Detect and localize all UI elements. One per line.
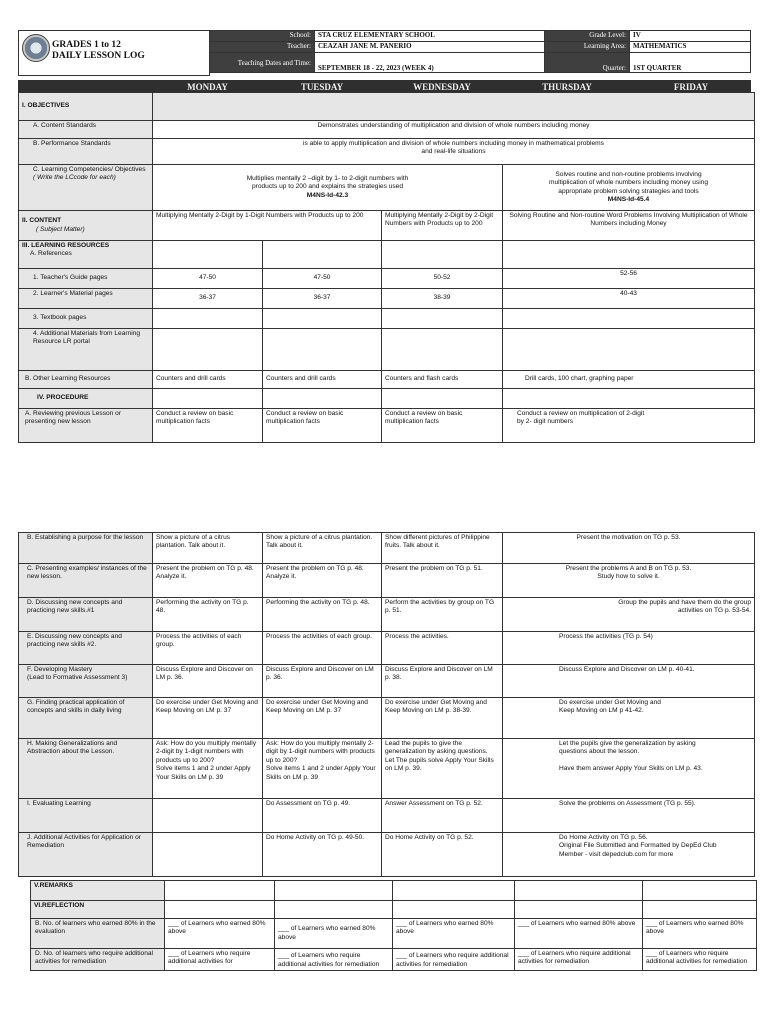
remarks-fri: [643, 881, 757, 901]
lm-label: 2. Learner's Material pages: [19, 289, 153, 309]
earned-80-fri: ___ of Learners who earned 80% above: [643, 919, 757, 949]
objectives-blank: [153, 93, 755, 121]
competency-mon-wed: Multiplies mentally 2 –digit by 1- to 2-digit numbers with products up to 200 and explains the strategies used: [246, 174, 409, 191]
evaluating-thu-fri: Solve the problems on Assessment (TG p. 55).: [503, 799, 755, 833]
content-sublabel: ( Subject Matter): [36, 225, 85, 233]
quarter-label: Quarter:: [545, 53, 630, 73]
doc-title-line1: GRADES 1 to 12: [52, 40, 121, 50]
remediation-fri: ___ of Learners who require additional activities for remediation: [643, 949, 757, 971]
application-mon: Do exercise under Get Moving and Keep Moving on LM p. 37: [153, 698, 263, 739]
concepts2-mon: Process the activities of each group.: [153, 632, 263, 665]
grade-value: IV: [630, 31, 751, 42]
additional-activities-tue: Do Home Activity on TG p. 49-50.: [263, 833, 382, 877]
content-thu-fri: Solving Routine and Non-routine Word Problems Involving Multiplication of Whole Numbers including Money: [503, 211, 755, 241]
procedure-wed: [382, 389, 503, 409]
other-tue: Counters and drill cards: [263, 371, 382, 389]
reflection-thu: [515, 901, 643, 919]
content-standards-label: A. Content Standards: [19, 121, 153, 139]
additional-thu-fri: [503, 329, 755, 371]
application-wed: Do exercise under Get Moving and Keep Moving on LM p. 38-39.: [382, 698, 503, 739]
earned-80-thu: ___ of Learners who earned 80% above: [515, 919, 643, 949]
dates-label: Teaching Dates and Time:: [210, 53, 315, 73]
content-wed: Multiplying Mentally 2-Digit by 2-Digit Numbers with Products up to 200: [382, 211, 503, 241]
generalization-mon: Ask: How do you multiply mentally 2-digit by 1-digit numbers with products up to 200? Solve items 1 and 2 under Apply Your Skills on LM p. 39: [153, 739, 263, 799]
content-standards-value: Demonstrates understanding of multiplication and division of whole numbers including money: [153, 121, 755, 139]
other-resources-label: B. Other Learning Resources: [19, 371, 153, 389]
reflection-tue: [275, 901, 393, 919]
performance-standards-label: B. Performance Standards: [19, 139, 153, 165]
generalization-label: H. Making Generalizations and Abstraction about the Lesson.: [19, 739, 153, 799]
mastery-sublabel: (Lead to Formative Assessment 3): [27, 674, 128, 682]
evaluating-tue: Do Assessment on TG p. 49.: [263, 799, 382, 833]
evaluating-wed: Answer Assessment on TG p. 52.: [382, 799, 503, 833]
textbook-label: 3. Textbook pages: [19, 309, 153, 329]
title-box: [18, 30, 210, 76]
remarks-thu: [515, 881, 643, 901]
additional-mon: [153, 329, 263, 371]
school-label: School:: [210, 31, 315, 42]
tg-thu-fri: 52-56: [503, 269, 755, 289]
remarks-wed: [393, 881, 515, 901]
earned-80-tue: ___ of Learners who earned 80% above: [275, 919, 393, 949]
concepts2-wed: Process the activities.: [382, 632, 503, 665]
tg-mon: 47-50: [153, 269, 263, 289]
header-info-table: [209, 30, 751, 73]
purpose-thu-fri: Present the motivation on TG p. 53.: [503, 533, 755, 564]
day-friday: FRIDAY: [632, 81, 751, 95]
purpose-tue: Show a picture of a citrus plantation. Talk about it.: [263, 533, 382, 564]
mastery-mon: Discuss Explore and Discover on LM p. 36.: [153, 665, 263, 698]
textbook-wed: [382, 309, 503, 329]
application-tue: Do exercise under Get Moving and Keep Moving on LM p. 37: [263, 698, 382, 739]
concepts2-thu-fri: Process the activities (TG p. 54): [503, 632, 755, 665]
evaluating-label: I. Evaluating Learning: [19, 799, 153, 833]
procedure-tue: [263, 389, 382, 409]
additional-activities-thu-fri: Do Home Activity on TG p. 56. Original File Submitted and Formatted by DepEd Club Member - visit depedclub.com for more: [503, 833, 755, 877]
reflection-wed: [393, 901, 515, 919]
earned-80-mon: ___ of Learners who earned 80% above: [165, 919, 275, 949]
purpose-mon: Show a picture of a citrus plantation. Talk about it.: [153, 533, 263, 564]
concepts2-label: E. Discussing new concepts and practicing new skills #2.: [19, 632, 153, 665]
content-mon-tue: Multiplying Mentally 2-Digit by 1-Digit Numbers with Products up to 200: [153, 211, 382, 241]
mastery-label: F. Developing Mastery: [27, 666, 93, 673]
application-label: G. Finding practical application of concepts and skills in daily living: [19, 698, 153, 739]
earned-80-wed: ___ of Learners who earned 80% above: [393, 919, 515, 949]
additional-materials-label: 4. Additional Materials from Learning Resource LR portal: [19, 329, 153, 371]
examples-mon: Present the problem on TG p. 48. Analyze it.: [153, 564, 263, 598]
resources-heading: III. LEARNING RESOURCES: [22, 242, 110, 249]
lesson-table-part1: [18, 92, 755, 443]
performance-standards-value: is able to apply multiplication and division of whole numbers including money in mathematical problems and real-life situations: [153, 139, 755, 165]
procedure-heading: IV. PROCEDURE: [19, 389, 153, 409]
competencies-note: ( Write the LCcode for each): [33, 174, 116, 182]
remarks-label: V.REMARKS: [31, 881, 165, 901]
day-wednesday: WEDNESDAY: [382, 81, 503, 95]
remarks-tue: [275, 881, 393, 901]
ref-thu-fri: [503, 241, 755, 269]
additional-activities-wed: Do Home Activity on TG p. 52.: [382, 833, 503, 877]
remediation-thu: ___ of Learners who require additional activities for remediation: [515, 949, 643, 971]
mastery-tue: Discuss Explore and Discover on LM p. 36.: [263, 665, 382, 698]
remediation-wed: ___ of Learners who require additional activities for remediation: [393, 949, 515, 971]
mastery-wed: Discuss Explore and Discover on LM p. 38.: [382, 665, 503, 698]
review-wed: Conduct a review on basic multiplication facts: [382, 409, 503, 443]
dates-value: SEPTEMBER 18 - 22, 2023 (WEEK 4): [315, 53, 545, 73]
doc-title-line2: DAILY LESSON LOG: [52, 51, 145, 61]
reflection-table: [30, 880, 757, 971]
concepts1-wed: Perform the activities by group on TG p. 51.: [382, 598, 503, 632]
generalization-wed: Lead the pupils to give the generalization by asking questions. Let The pupils solve Apply Your Skills on LM p. 39.: [382, 739, 503, 799]
reflection-mon: [165, 901, 275, 919]
teacher-value: CEAZAH JANE M. PANERIO: [315, 42, 545, 53]
purpose-label: B. Establishing a purpose for the lesson: [19, 533, 153, 564]
application-thu-fri: Do exercise under Get Moving and Keep Moving on LM p 41-42.: [503, 698, 755, 739]
ref-wed: [382, 241, 503, 269]
textbook-thu-fri: [503, 309, 755, 329]
competencies-label: C. Learning Competencies/ Objectives: [33, 166, 146, 173]
references-label: A. References: [30, 250, 72, 258]
examples-wed: Present the problem on TG p. 51.: [382, 564, 503, 598]
school-value: STA CRUZ ELEMENTARY SCHOOL: [315, 31, 545, 42]
evaluating-mon: [153, 799, 263, 833]
tg-label: 1. Teacher's Guide pages: [19, 269, 153, 289]
review-tue: Conduct a review on basic multiplication facts: [263, 409, 382, 443]
concepts1-label: D. Discussing new concepts and practicing new skills.#1: [19, 598, 153, 632]
review-label: A. Reviewing previous Lesson or presenting new lesson: [19, 409, 153, 443]
purpose-wed: Show different pictures of Philippine fruits. Talk about it.: [382, 533, 503, 564]
generalization-thu-fri: Let the pupils give the generalization by asking questions about the lesson. Have them answer Apply Your Skills on LM p. 43.: [503, 739, 755, 799]
competency-mon-wed-code: M4NS-Id-42.3: [306, 191, 349, 199]
earned-80-label: B. No. of learners who earned 80% in the evaluation: [31, 919, 165, 949]
remediation-mon: ___ of Learners who require additional activities for: [165, 949, 275, 971]
examples-thu-fri: Present the problems A and B on TG p. 53. Study how to solve it.: [503, 564, 755, 598]
additional-activities-label: J. Additional Activities for Application or Remediation: [19, 833, 153, 877]
teacher-label: Teacher:: [210, 42, 315, 53]
lm-mon: 36-37: [153, 289, 263, 309]
other-wed: Counters and flash cards: [382, 371, 503, 389]
examples-label: C. Presenting examples/ instances of the new lesson.: [19, 564, 153, 598]
tg-wed: 50-52: [382, 269, 503, 289]
objectives-heading: I. OBJECTIVES: [19, 93, 153, 121]
lm-thu-fri: 40-43: [503, 289, 755, 309]
additional-activities-mon: [153, 833, 263, 877]
procedure-mon: [153, 389, 263, 409]
ref-tue: [263, 241, 382, 269]
tg-tue: 47-50: [263, 269, 382, 289]
review-thu-fri: Conduct a review on multiplication of 2-digit by 2- digit numbers: [503, 409, 755, 443]
area-value: MATHEMATICS: [630, 42, 751, 53]
textbook-tue: [263, 309, 382, 329]
remediation-label: D. No. of learners who require additional activities for remediation: [31, 949, 165, 971]
day-monday: MONDAY: [153, 81, 263, 95]
quarter-value: 1ST QUARTER: [630, 53, 751, 73]
textbook-mon: [153, 309, 263, 329]
content-label: II. CONTENT: [22, 217, 62, 225]
concepts1-thu-fri: Group the pupils and have them do the group activities on TG p. 53-54.: [503, 598, 755, 632]
review-mon: Conduct a review on basic multiplication facts: [153, 409, 263, 443]
generalization-tue: Ask: How do you multiply mentally 2-digit by 1-digit numbers with products up to 200? Solve items 1 and 2 under Apply Your Skills on LM p. 39: [263, 739, 382, 799]
grade-label: Grade Level:: [545, 31, 630, 42]
reflection-fri: [643, 901, 757, 919]
competency-thu-fri-code: M4NS-Id-45.4: [607, 195, 650, 203]
mastery-thu-fri: Discuss Explore and Discover on LM p. 40-41.: [503, 665, 755, 698]
concepts1-mon: Performing the activity on TG p. 48.: [153, 598, 263, 632]
additional-wed: [382, 329, 503, 371]
day-tuesday: TUESDAY: [263, 81, 382, 95]
examples-tue: Present the problem on TG p. 48. Analyze it.: [263, 564, 382, 598]
competency-thu-fri: Solves routine and non-routine problems involving multiplication of whole numbers including money using appropriate problem solving strategies and tools: [548, 170, 709, 195]
other-thu-fri: Drill cards, 100 chart, graphing paper: [503, 371, 755, 389]
lm-wed: 38-39: [382, 289, 503, 309]
ref-mon: [153, 241, 263, 269]
day-thursday: THURSDAY: [503, 81, 632, 95]
concepts1-tue: Performing the activity on TG p. 48.: [263, 598, 382, 632]
remarks-mon: [165, 881, 275, 901]
reflection-label: VI.REFLECTION: [31, 901, 165, 919]
lm-tue: 36-37: [263, 289, 382, 309]
lesson-table-part2: [18, 532, 755, 877]
additional-tue: [263, 329, 382, 371]
procedure-thu-fri: [503, 389, 755, 409]
area-label: Learning Area:: [545, 42, 630, 53]
other-mon: Counters and drill cards: [153, 371, 263, 389]
concepts2-tue: Process the activities of each group.: [263, 632, 382, 665]
remediation-tue: ___ of Learners who require additional activities for remediation: [275, 949, 393, 971]
